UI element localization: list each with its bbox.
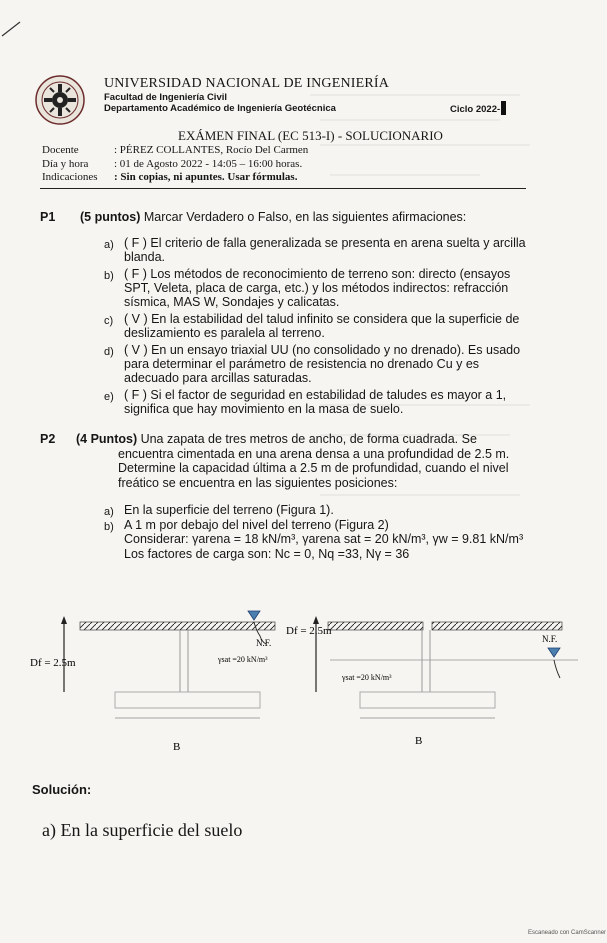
pen-mark-icon	[0, 0, 30, 40]
footing-outline	[360, 692, 495, 708]
ground-surface	[80, 622, 275, 630]
water-table-icon	[248, 611, 260, 620]
exam-info-table	[42, 144, 308, 185]
solution-subheading: a) En la superficie del suelo	[42, 820, 243, 840]
list-item: b) ( F ) Los métodos de reconocimiento de terreno son: directo (ensayos SPT, Veleta, placa de carga, etc.) y los métodos indirectos: refracción sísmica, MAS W, Sondajes y calicatas.	[104, 267, 511, 309]
true-false-list	[104, 236, 530, 419]
ground-surface	[432, 622, 562, 630]
scanner-watermark: Escaneado con CamScanner	[528, 930, 607, 936]
info-label: Docente	[42, 144, 79, 156]
list-item: a) ( F ) El criterio de falla generalizada se presenta en arena suelta y arcilla blanda.	[104, 236, 526, 264]
gamma-sat-label: γsat =20 kN/m³	[342, 673, 392, 682]
cycle-label: Ciclo 2022-	[450, 101, 506, 115]
list-item: e) ( F ) Si el factor de seguridad en estabilidad de taludes es mayor a 1, significa que hay movimiento en la masa de suelo.	[104, 388, 507, 416]
info-row-docente	[42, 144, 308, 158]
dimension-b: B	[415, 735, 423, 747]
ground-surface	[328, 622, 423, 630]
nf-label: N.F.	[256, 638, 272, 648]
info-value: : Sin copias, ni apuntes. Usar fórmulas.	[114, 171, 298, 183]
question-p2	[76, 432, 536, 490]
question-points: (4 Puntos)	[76, 432, 138, 446]
footing-figures	[30, 600, 590, 775]
info-value: : PÉREZ COLLANTES, Rocío Del Carmen	[114, 144, 309, 156]
solution-label: Solución:	[32, 782, 92, 797]
question-label: P1	[40, 210, 56, 224]
df-label: Df = 2.5m	[30, 657, 76, 669]
university-seal-icon	[34, 70, 86, 134]
university-name: UNIVERSIDAD NACIONAL DE INGENIERÍA	[104, 76, 390, 91]
question-text: Una zapata de tres metros de ancho, de forma cuadrada. Se	[137, 432, 477, 446]
gamma-sat-label: γsat =20 kN/m³	[218, 655, 268, 664]
ink-mark-icon	[501, 101, 506, 115]
department-name: Departamento Académico de Ingeniería Geotécnica	[104, 103, 336, 114]
dimension-b: B	[173, 741, 181, 753]
df-label: Df = 2.5m	[286, 625, 332, 637]
question-label: P2	[40, 432, 56, 446]
water-table-cases	[104, 503, 534, 561]
list-item: Considerar: γarena = 18 kN/m³, γarena sat = 20 kN/m³, γw = 9.81 kN/m³	[124, 532, 524, 546]
question-text: Marcar Verdadero o Falso, en las siguientes afirmaciones:	[140, 210, 467, 224]
info-row-indicaciones	[42, 171, 308, 185]
question-text: freático se encuentra en las siguientes posiciones:	[118, 475, 398, 490]
question-points: (5 puntos)	[80, 210, 141, 224]
footing-outline	[115, 692, 260, 708]
figure-1	[30, 611, 275, 753]
list-item: d) ( V ) En un ensayo triaxial UU (no consolidado y no drenado). Es usado para determinar el parámetro de resistencia no drenado Cu y es adecuado para arcillas saturadas.	[104, 343, 521, 385]
list-item: Los factores de carga son: Nc = 0, Nq =33, Nγ = 36	[124, 546, 410, 561]
question-p1	[80, 210, 540, 224]
header-divider	[40, 188, 526, 189]
nf-label: N.F.	[542, 634, 558, 644]
exam-title: EXÁMEN FINAL (EC 513-I) - SOLUCIONARIO	[178, 128, 443, 143]
info-value: : 01 de Agosto 2022 - 14:05 – 16:00 horas.	[114, 157, 303, 170]
info-row-fecha	[42, 158, 308, 172]
faculty-name: Facultad de Ingeniería Civil	[104, 92, 228, 103]
water-table-icon	[548, 648, 560, 657]
info-label: Día y hora	[42, 157, 89, 170]
list-item: b) A 1 m por debajo del nivel del terreno (Figura 2)	[104, 517, 389, 533]
info-label: Indicaciones	[42, 171, 98, 183]
figure-2	[286, 616, 578, 747]
list-item: c) ( V ) En la estabilidad del talud infinito se considera que la superficie de deslizamiento es paralela al terreno.	[104, 312, 520, 340]
question-text: Determine la capacidad última a 2.5 m de profundidad, cuando el nivel	[118, 461, 509, 475]
question-text: encuentra cimentada en una arena densa a una profundidad de 2.5 m.	[118, 446, 510, 461]
list-item: a) En la superficie del terreno (Figura 1).	[104, 503, 334, 518]
